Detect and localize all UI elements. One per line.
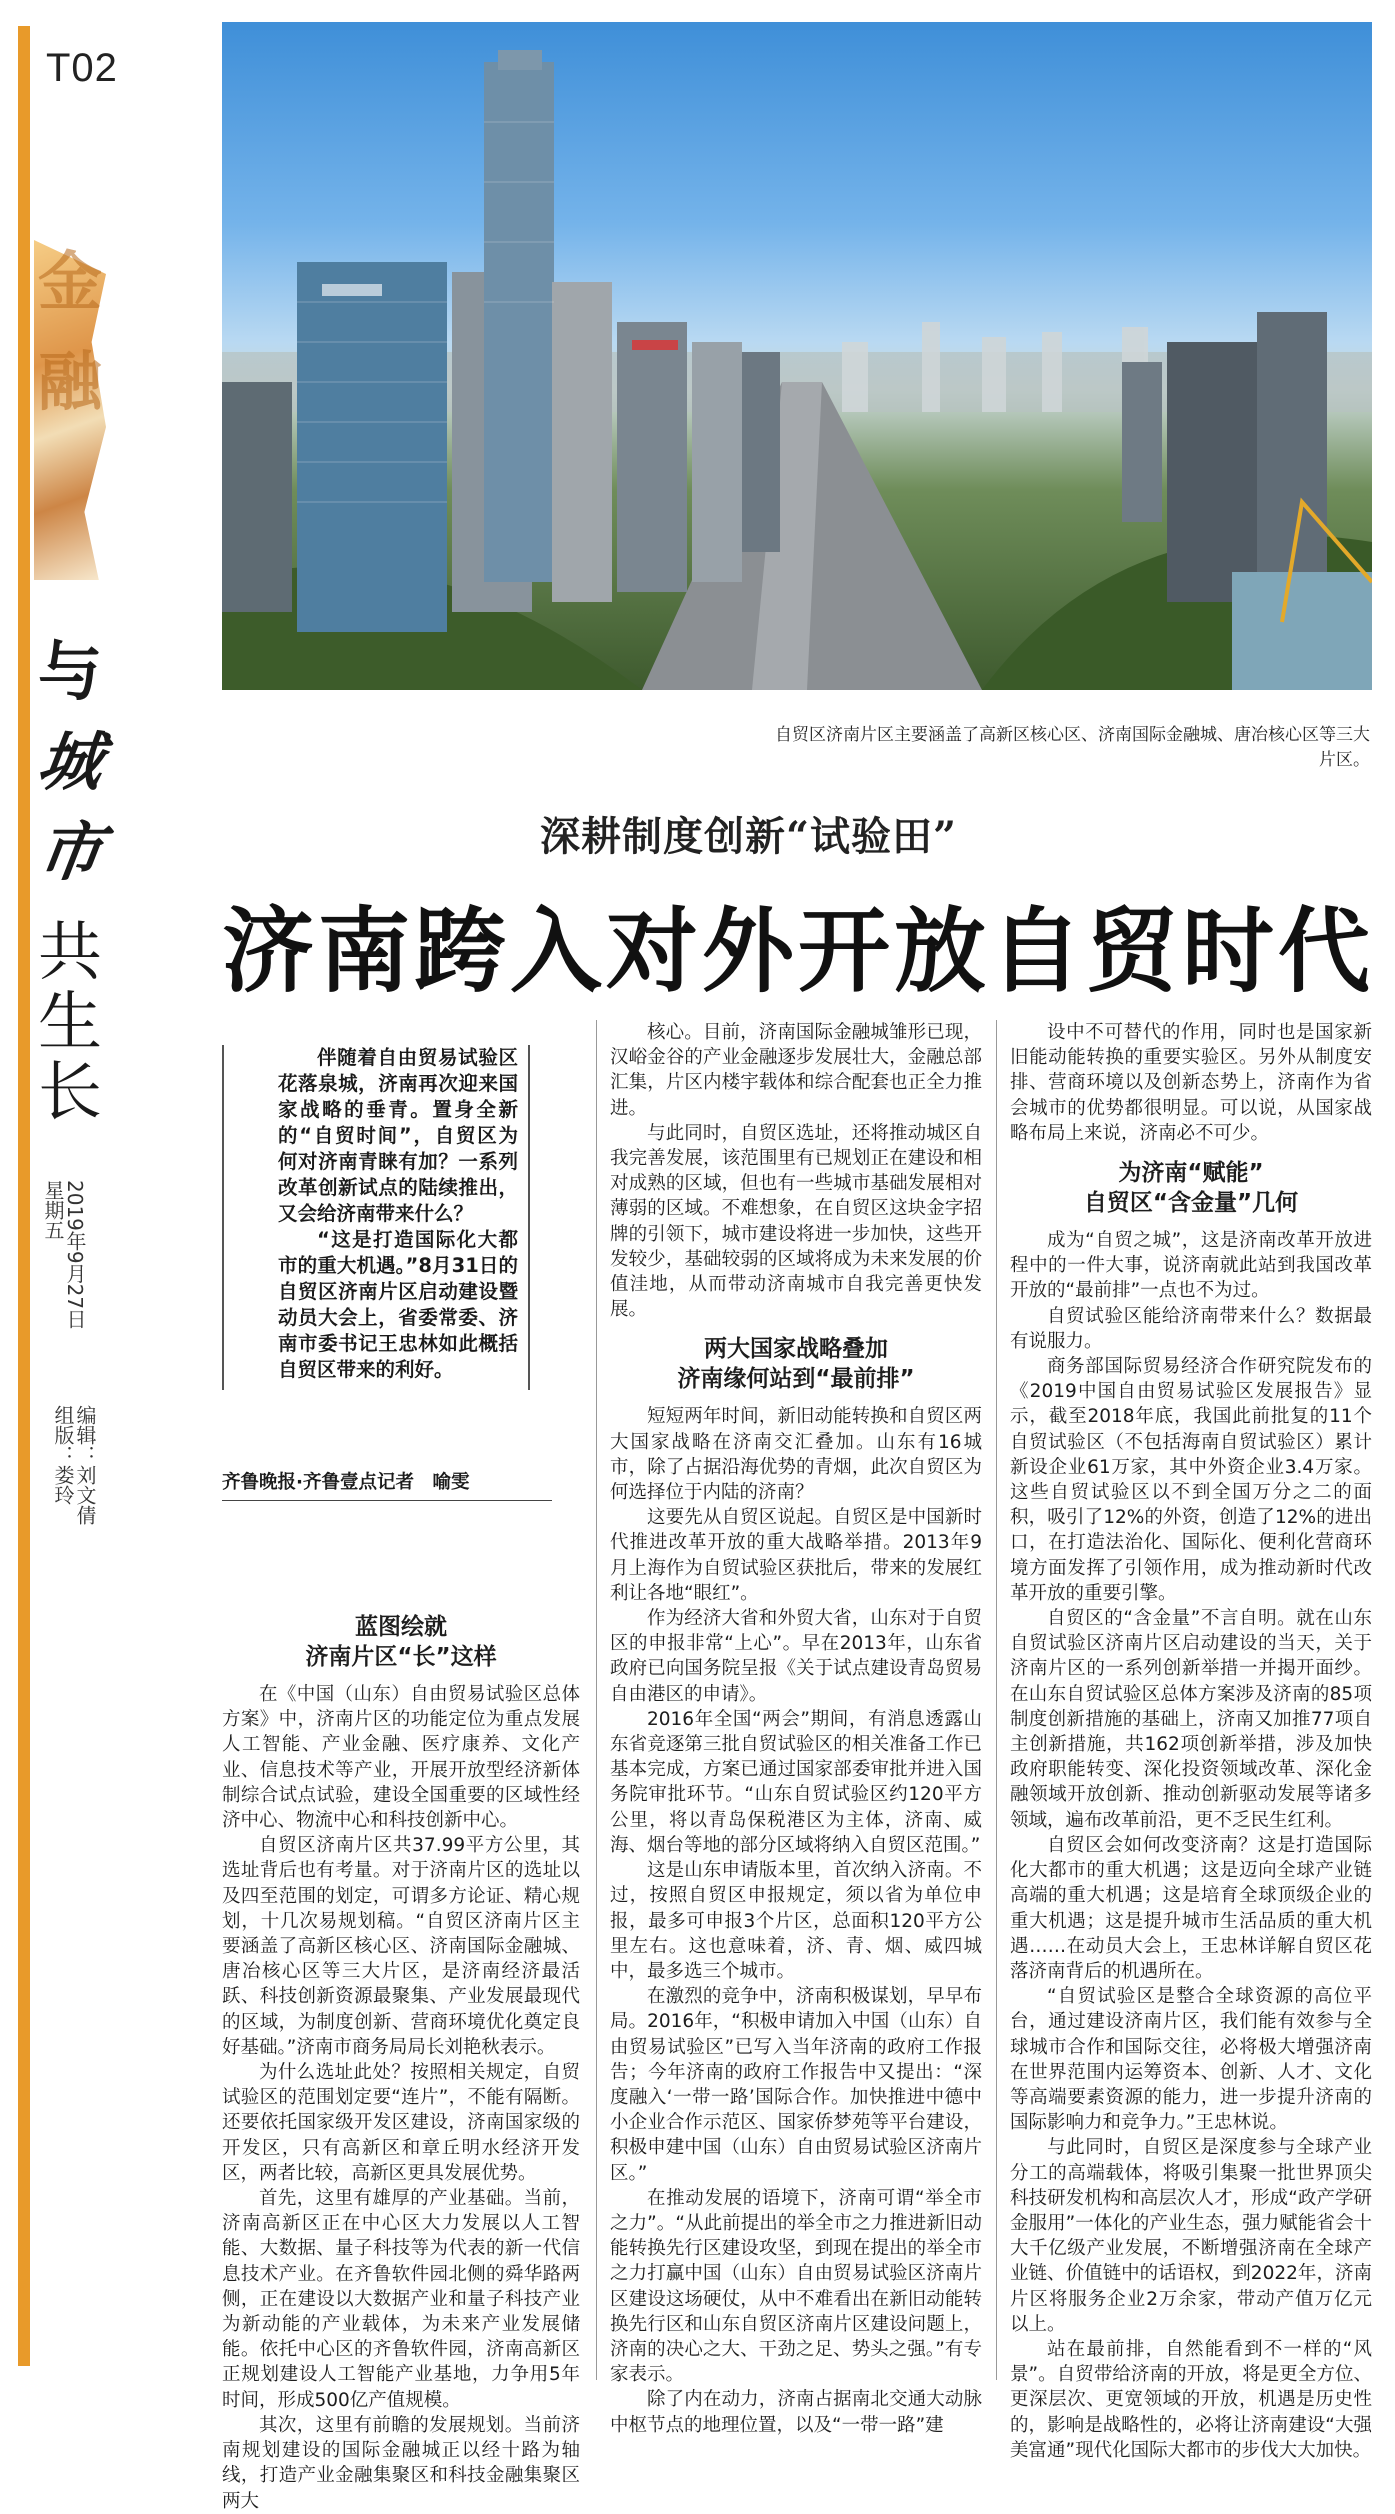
byline: 齐鲁晚报·齐鲁壹点记者 喻雯: [222, 1468, 552, 1501]
body-para: “自贸试验区是整合全球资源的高位平台，通过建设济南片区，我们能有效参与全球城市合作和国际交往，必将极大增强济南在世界范围内运筹资本、创新、人才、文化等高端要素资源的能力，进一步提升济南的国际影响力和竞争力。”王忠林说。: [1010, 1986, 1372, 2134]
body-para: 短短两年时间，新旧动能转换和自贸区两大国家战略在济南交汇叠加。山东有16城市，除了占据沿海优势的青烟，此次自贸区为何选择位于内陆的济南？: [610, 1406, 982, 1504]
body-para: 站在最前排，自然能看到不一样的“风景”。自贸带给济南的开放，将是更全方位、更深层次、更宽领域的开放，机遇是历史性的，影响是战略性的，必将让济南建设“大强美富通”现代化国际大都市的步伐大大加快。: [1010, 2338, 1372, 2461]
lead-rule-right: [528, 1045, 530, 1390]
masthead-char: 融: [38, 345, 102, 420]
lead-rule-left: [222, 1045, 224, 1390]
body-para: 核心。目前，济南国际金融城雏形已现，汉峪金谷的产业金融逐步发展壮大，金融总部汇集，片区内楼宇载体和综合配套也正全力推进。: [610, 1022, 982, 1119]
dateline: [41, 1180, 87, 1347]
body-para: 商务部国际贸易经济合作研究院发布的《2019中国自由贸易试验区发展报告》显示，截至2018年底，我国此前批复的11个自贸试验区（不包括海南自贸试验区）累计新设企业61万家，其中外资企业3.4万家。这些自贸试验区以不到全国万分之二的面积，吸引了12%的外资，创造了12%的进出口，在打造法治化、国际化、便利化营商环境方面发挥了引领作用，成为推动新时代改革开放的重要引擎。: [1010, 1356, 1372, 1604]
body-para: 与此同时，自贸区选址，还将推动城区自我完善发展，该范围里有已规划正在建设和相对成熟的区域，但也有一些城市基础发展相对薄弱的区域。不难想象，在自贸区这块金字招牌的引领下，城市建设将进一步加快，这些开发较少，基础较弱的区域将成为未来发展的价值洼地，从而带动济南城市自我完善更快发展。: [610, 1122, 982, 1321]
article-column-2: [610, 1020, 982, 2438]
body-para: 成为“自贸之城”，这是济南改革开放进程中的一件大事，说济南就此站到我国改革开放的“最前排”一点也不为过。: [1010, 1230, 1372, 1302]
body-para: 自贸区的“含金量”不言自明。就在山东自贸试验区济南片区启动建设的当天，关于济南片区的一系列创新举措一并揭开面纱。在山东自贸试验区总体方案涉及济南的85项制度创新措施的基础上，济南又加推77项自主创新措施，共162项创新举措，涉及加快政府职能转变、深化投资领域改革、深化金融领域开放创新、推动创新驱动发展等诸多领域，遍布改革前沿，更不乏民生红利。: [1010, 1608, 1372, 1831]
body-para: 2016年全国“两会”期间，有消息透露山东省竞逐第三批自贸试验区的相关准备工作已基本完成，方案已通过国家部委审批并进入国务院审批环节。“山东自贸试验区约120平方公里，将以青岛保税港区为主体，济南、威海、烟台等地的部分区域将纳入自贸区范围。”: [610, 1708, 982, 1856]
body-para: 在激烈的竞争中，济南积极谋划，早早布局。2016年，“积极申请加入中国（山东）自由贸易试验区”已写入当年济南的政府工作报告；今年济南的政府工作报告中又提出：“深度融入‘一带一路’国际合作。加快推进中德中小企业合作示范区、国家侨梦苑等平台建设，积极申建中国（山东）自由贸易试验区济南片区。”: [610, 1986, 982, 2184]
masthead-char: 城: [32, 725, 108, 800]
body-para: 首先，这里有雄厚的产业基础。当前，济南高新区正在中心区大力发展以人工智能、大数据、量子科技等为代表的新一代信息技术产业。在齐鲁软件园北侧的舜华路两侧，正在建设以大数据产业和量子科技产业为新动能的产业载体，为未来产业发展储能。依托中心区的齐鲁软件园，济南高新区正规划建设人工智能产业基地，力争用5年时间，形成500亿产值规模。: [222, 2188, 580, 2411]
headline-kicker: 深耕制度创新“试验田”: [540, 813, 958, 860]
date-text: 2019年9月27日: [63, 1180, 87, 1330]
orange-margin-rule: [18, 26, 30, 2366]
body-para: 作为经济大省和外贸大省，山东对于自贸区的申报非常“上心”。早在2013年，山东省政府已向国务院呈报《关于试点建设青岛贸易自由港区的申请》。: [610, 1608, 982, 1705]
section-heading-empower: 为济南“赋能” 自贸区“含金量”几何: [1083, 1160, 1299, 1217]
masthead-char: 长: [38, 1056, 102, 1130]
body-para: 其次，这里有前瞻的发展规划。当前济南规划建设的国际金融城正以经十路为轴线，打造产业金融集聚区和科技金融集聚区两大: [222, 2414, 580, 2512]
masthead-char: 市: [32, 815, 108, 890]
body-para: 设中不可替代的作用，同时也是国家新旧能动能转换的重要实验区。另外从制度安排、营商环境以及创新态势上，济南作为省会城市的优势都很明显。可以说，从国家战略布局上来说，济南必不可少。: [1010, 1022, 1372, 1144]
headline-title: 济南跨入对外开放自贸时代: [222, 898, 1375, 1005]
body-para: 为什么选址此处？按照相关规定，自贸试验区的范围划定要“连片”，不能有隔断。还要依托国家级开发区建设，济南国家级的开发区，只有高新区和章丘明水经济开发区，两者比较，高新区更具发展优势。: [222, 2062, 580, 2184]
lead-para: “这是打造国际化大都市的重大机遇。”8月31日的自贸区济南片区启动建设暨动员大会上，省委常委、济南市委书记王忠林如此概括自贸区带来的利好。: [278, 1228, 518, 1381]
body-para: 除了内在动力，济南占据南北交通大动脉中枢节点的地理位置，以及“一带一路”建: [610, 2389, 982, 2436]
section-heading-strategy: 两大国家战略叠加 济南缘何站到“最前排”: [677, 1336, 915, 1393]
weekday-text: 星期五: [41, 1180, 65, 1240]
editor-text: 编辑：刘文倩: [73, 1405, 97, 1525]
masthead-char: 金: [38, 245, 102, 320]
article-column-1: [222, 1600, 580, 2514]
lead-para: 伴随着自由贸易试验区花落泉城，济南再次迎来国家战略的垂青。置身全新的“自贸时间”，自贸区为何对济南青睐有加？一系列改革创新试点的陆续推出，又会给济南带来什么？: [278, 1046, 518, 1225]
column-divider: [996, 1020, 997, 2380]
city-photo: [222, 22, 1372, 690]
body-para: 这要先从自贸区说起。自贸区是中国新时代推进改革开放的重大战略举措。2013年9月上海作为自贸试验区获批后，带来的发展红利让各地“眼红”。: [610, 1507, 982, 1604]
page-number: T02: [46, 46, 118, 90]
lead-paragraphs: [278, 1045, 518, 1383]
vertical-masthead: [32, 240, 108, 1130]
city-skyline-illustration: [222, 22, 1372, 690]
article-column-3: [1010, 1020, 1372, 2463]
body-para: 自贸试验区能给济南带来什么？数据最有说服力。: [1010, 1305, 1372, 1352]
body-para: 在《中国（山东）自由贸易试验区总体方案》中，济南片区的功能定位为重点发展人工智能、产业金融、医疗康养、文化产业、信息技术等产业，开展开放型经济新体制综合试点试验，建设全国重要的区域性经济中心、物流中心和科技创新中心。: [222, 1684, 580, 1832]
body-para: 自贸区济南片区共37.99平方公里，其选址背后也有考量。对于济南片区的选址以及四至范围的划定，可谓多方论证、精心规划，十几次易规划稿。“自贸区济南片区主要涵盖了高新区核心区、济南国际金融城、唐冶核心区等三大片区，是济南经济最活跃、科技创新资源最聚集、产业发展最现代的区域，为制度创新、营商环境优化奠定良好基础。”济南市商务局局长刘艳秋表示。: [222, 1835, 580, 2058]
body-para: 与此同时，自贸区是深度参与全球产业分工的高端载体，将吸引集聚一批世界顶尖科技研发机构和高层次人才，形成“政产学研金服用”一体化的产业生态，强力赋能省会十大千亿级产业发展，不断增强济南在全球产业链、价值链中的话语权，到2022年，济南片区将服务企业2万余家，带动产值万亿元以上。: [1010, 2137, 1372, 2335]
photo-caption: 自贸区济南片区主要涵盖了高新区核心区、济南国际金融城、唐冶核心区等三大片区。: [775, 725, 1370, 770]
editor-credits: [52, 1405, 96, 1541]
masthead-char: 共: [38, 916, 102, 990]
masthead-char: 生: [38, 986, 102, 1060]
body-para: 这是山东申请版本里，首次纳入济南。不过，按照自贸区申报规定，须以省为单位申报，最多可申报3个片区，总面积120平方公里左右。这也意味着，济、青、烟、威四城中，最多选三个城市。: [610, 1860, 982, 1982]
body-para: 自贸区会如何改变济南？这是打造国际化大都市的重大机遇；这是迈向全球产业链高端的重大机遇；这是培育全球顶级企业的重大机遇；这是提升城市生活品质的重大机遇……在动员大会上，王忠林详解自贸区花落济南背后的机遇所在。: [1010, 1834, 1372, 1982]
layout-text: 组版：娄玲: [51, 1405, 75, 1505]
body-para: 在推动发展的语境下，济南可谓“举全市之力”。“从此前提出的举全市之力推进新旧动能转换先行区建设攻坚，到现在提出的举全市之力打赢中国（山东）自由贸易试验区济南片区建设这场硬仗，从中不难看出在新旧动能转换先行区和山东自贸区济南片区建设问题上，济南的决心之大、干劲之足、势头之强。”有专家表示。: [610, 2187, 982, 2386]
column-divider: [596, 1020, 597, 2380]
section-heading-blueprint: 蓝图绘就 济南片区“长”这样: [305, 1614, 497, 1670]
masthead-char: 与: [38, 635, 102, 710]
